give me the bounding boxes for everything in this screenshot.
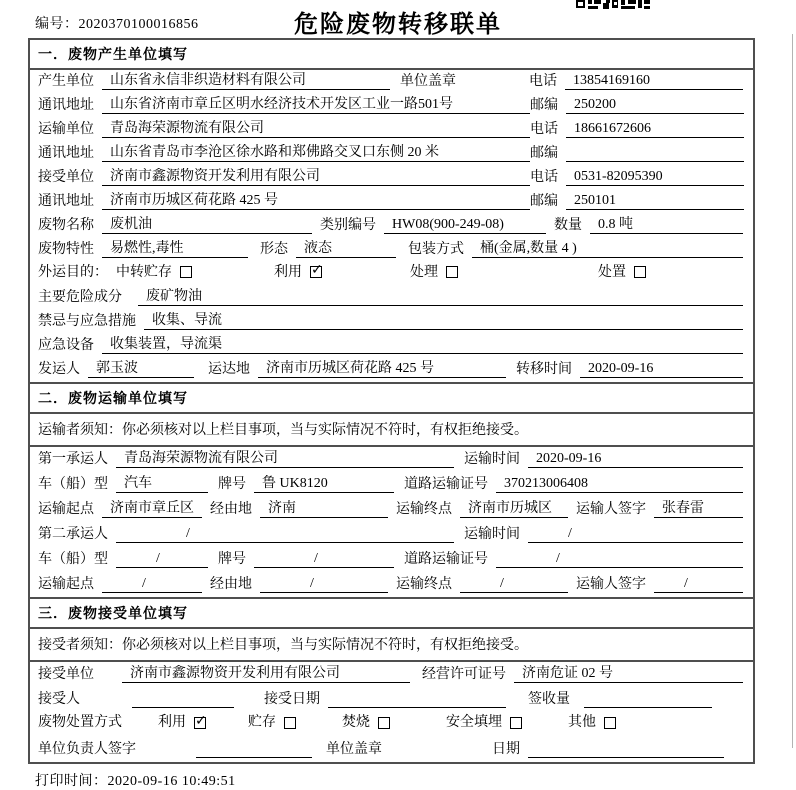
permit-value: 济南危证 02 号 [514,665,743,683]
purpose-dispose-checkbox [634,266,646,278]
accept-unit-value: 济南市鑫源物资开发利用有限公司 [122,665,410,683]
producer-address-value: 山东省济南市章丘区明水经济技术开发区工业一路501号 [102,96,530,114]
transporter-zip-label: 邮编 [530,146,558,161]
disposal-option-other [568,714,616,731]
taboo-measures-value: 收集、导流 [144,312,743,330]
road-license1-label: 道路运输证号 [404,477,488,492]
accept-person-label: 接受人 [38,692,80,707]
document-number-label: 编号： [35,17,79,32]
disposal-incinerate-checkbox [378,717,390,729]
disposal-option-incinerate [342,714,390,731]
disposal-other-label: 其他 [568,715,596,730]
category-label: 类别编号 [320,218,376,233]
route2-row [30,572,753,597]
producer-value: 山东省永信非织造材料有限公司 [102,72,390,90]
producer-address-row [30,94,753,118]
destination-label: 运达地 [208,362,250,377]
taboo-measures-label: 禁忌与应急措施 [38,314,136,329]
transport-time2-label: 运输时间 [464,527,520,542]
end1-value: 济南市历城区 [460,500,568,518]
disposal-option-landfill [446,714,522,731]
road-license1-value: 370213006408 [496,475,743,493]
print-time [35,770,796,790]
hazard-component-label: 主要危险成分 [38,290,122,305]
sign1-label: 运输人签字 [576,502,646,517]
destination-value: 济南市历城区荷花路 425 号 [258,360,506,378]
end2-label: 运输终点 [396,577,452,592]
purpose-utilize-label: 利用 [274,264,302,280]
accept-date-label: 接受日期 [264,692,320,707]
disposal-utilize-checkbox-checked [194,717,206,729]
section3-title: 三．废物接受单位填写 [30,597,753,629]
vehicle1-label: 车（船）型 [38,477,108,492]
sign2-value: / [654,575,743,593]
shipper-row [30,358,753,382]
purpose-option-storage [116,264,192,281]
transporter-value: 青岛海荣源物流有限公司 [102,120,530,138]
transfer-purpose-row [30,262,753,286]
manifest-form [28,38,755,764]
receiver-phone-label: 电话 [530,170,558,185]
transport-time1-label: 运输时间 [464,452,520,467]
end2-value: / [460,575,568,593]
producer-address-label: 通讯地址 [38,98,94,113]
purpose-utilize-checkbox-checked [310,266,322,278]
qr-code-fragment-icon [576,0,650,9]
shipper-value: 郭玉波 [88,360,194,378]
origin1-label: 运输起点 [38,502,94,517]
purpose-option-dispose [598,264,646,281]
accept-unit-row [30,662,753,687]
head-signature-value [196,757,312,758]
form-value: 液态 [296,240,396,258]
page-edge-line [792,34,793,748]
waste-character-row [30,238,753,262]
disposal-method-row [30,712,753,737]
form-label: 形态 [260,242,288,257]
receipt-amount-value [584,707,712,708]
emergency-equipment-label: 应急设备 [38,338,94,353]
purpose-treat-checkbox [446,266,458,278]
disposal-option-utilize [158,714,206,731]
disposal-incinerate-label: 焚烧 [342,715,370,730]
vehicle2-value: / [116,550,208,568]
accept-person-row [30,687,753,712]
vehicle2-row [30,547,753,572]
origin1-value: 济南市章丘区 [102,500,202,518]
packing-label: 包装方式 [408,242,464,257]
disposal-option-storage [248,714,296,731]
hazard-component-row [30,286,753,310]
quantity-label: 数量 [554,218,582,233]
document-header [0,0,796,38]
vehicle2-label: 车（船）型 [38,552,108,567]
road-license2-value: / [496,550,743,568]
unit-seal-label: 单位盖章 [400,74,456,89]
transporter-phone-value: 18661672606 [566,120,744,138]
date2-label: 日期 [492,742,520,757]
transporter-address-value: 山东省青岛市李沧区徐水路和郑佛路交叉口东侧 20 米 [102,144,530,162]
receiver-address-label: 通讯地址 [38,194,94,209]
page-title: 危险废物转移联单 [294,12,502,38]
waste-name-value: 废机油 [102,216,312,234]
accept-date-value [328,707,506,708]
permit-label: 经营许可证号 [422,667,506,682]
taboo-measures-row [30,310,753,334]
disposal-landfill-label: 安全填埋 [446,715,502,730]
road-license2-label: 道路运输证号 [404,552,488,567]
disposal-storage-label: 贮存 [248,715,276,730]
transporter-phone-label: 电话 [530,122,558,137]
transporter-row [30,118,753,142]
via2-value: / [260,575,388,593]
purpose-treat-label: 处理 [410,264,438,280]
plate1-label: 牌号 [218,477,246,492]
receiver-value: 济南市鑫源物资开发利用有限公司 [102,168,530,186]
transporter-notice: 运输者须知：你必须核对以上栏目事项，当与实际情况不符时，有权拒绝接受。 [30,414,753,447]
first-carrier-row [30,447,753,472]
head-signature-label: 单位负责人签字 [38,742,136,757]
vehicle1-row [30,472,753,497]
unit-seal2-label: 单位盖章 [326,742,382,757]
date2-value [528,757,724,758]
purpose-option-treat [410,264,458,281]
section2-title: 二．废物运输单位填写 [30,382,753,414]
transporter-label: 运输单位 [38,122,94,137]
plate2-label: 牌号 [218,552,246,567]
disposal-storage-checkbox [284,717,296,729]
receiver-zip-value: 250101 [566,192,744,210]
transporter-address-row [30,142,753,166]
receiver-notice: 接受者须知：你必须核对以上栏目事项，当与实际情况不符时，有权拒绝接受。 [30,629,753,662]
document-number-value: 2020370100016856 [78,17,199,32]
purpose-dispose-label: 处置 [598,264,626,280]
plate2-value: / [254,550,394,568]
origin2-label: 运输起点 [38,577,94,592]
producer-zip-value: 250200 [566,96,744,114]
via2-label: 经由地 [210,577,252,592]
transfer-time-value: 2020-09-16 [580,360,743,378]
accept-person-value [132,707,234,708]
head-signature-row [30,737,753,762]
waste-name-row [30,214,753,238]
first-carrier-label: 第一承运人 [38,452,108,467]
disposal-utilize-label: 利用 [158,715,186,730]
transport-time1-value: 2020-09-16 [528,450,743,468]
transporter-address-label: 通讯地址 [38,146,94,161]
producer-zip-label: 邮编 [530,98,558,113]
packing-value: 桶(金属,数量 4 ) [472,240,743,258]
section1-title: 一．废物产生单位填写 [30,40,753,70]
hazard-component-value: 废矿物油 [138,288,743,306]
print-time-label: 打印时间： [35,774,108,789]
transfer-time-label: 转移时间 [516,362,572,377]
sign1-value: 张春雷 [654,500,743,518]
transport-time2-value: / [528,525,743,543]
purpose-storage-checkbox [180,266,192,278]
receiver-row [30,166,753,190]
second-carrier-row [30,522,753,547]
waste-name-label: 废物名称 [38,218,94,233]
plate1-value: 鲁 UK8120 [254,475,394,493]
via1-label: 经由地 [210,502,252,517]
second-carrier-label: 第二承运人 [38,527,108,542]
transporter-zip-value [566,161,744,162]
via1-value: 济南 [260,500,388,518]
print-time-value: 2020-09-16 10:49:51 [107,774,236,789]
second-carrier-value: / [116,525,454,543]
quantity-value: 0.8 吨 [590,216,743,234]
producer-row [30,70,753,94]
emergency-equipment-value: 收集装置，导流渠 [102,336,743,354]
receipt-amount-label: 签收量 [528,692,570,707]
origin2-value: / [102,575,202,593]
receiver-label: 接受单位 [38,170,94,185]
receiver-phone-value: 0531-82095390 [566,168,744,186]
accept-unit-label: 接受单位 [38,667,94,682]
producer-label: 产生单位 [38,74,94,89]
end1-label: 运输终点 [396,502,452,517]
transfer-purpose-label: 外运目的： [38,264,108,280]
vehicle1-value: 汽车 [116,475,208,493]
receiver-address-row [30,190,753,214]
sign2-label: 运输人签字 [576,577,646,592]
purpose-option-utilize [274,264,322,281]
disposal-other-checkbox [604,717,616,729]
disposal-landfill-checkbox [510,717,522,729]
purpose-storage-label: 中转贮存 [116,264,172,280]
emergency-equipment-row [30,334,753,358]
first-carrier-value: 青岛海荣源物流有限公司 [116,450,454,468]
waste-character-label: 废物特性 [38,242,94,257]
producer-phone-value: 13854169160 [565,72,743,90]
disposal-method-label: 废物处置方式 [38,715,122,730]
receiver-zip-label: 邮编 [530,194,558,209]
producer-phone-label: 电话 [529,74,557,89]
receiver-address-value: 济南市历城区荷花路 425 号 [102,192,530,210]
category-value: HW08(900-249-08) [384,216,546,234]
waste-character-value: 易燃性,毒性 [102,240,248,258]
shipper-label: 发运人 [38,362,80,377]
route1-row [30,497,753,522]
